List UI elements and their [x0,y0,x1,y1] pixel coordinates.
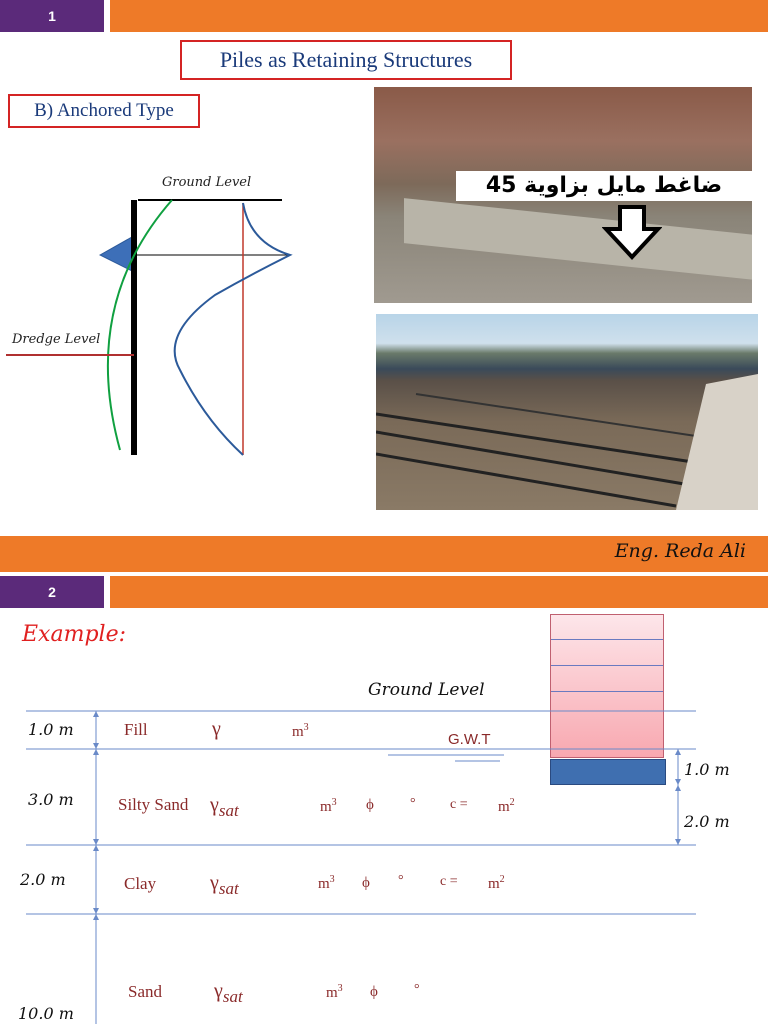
slide-number: 1 [0,0,104,32]
slide-subtitle: B) Anchored Type [8,94,200,128]
site-rebar-lines [376,314,758,510]
layer-depth: 10.0 m [18,1004,74,1023]
layer-cohesion-unit: $m^2$ [498,797,515,815]
layer-unit: $m^3$ [292,722,309,740]
layer-gamma: $\gamma_{sat}$ [210,872,239,898]
layer-unit: $m^3$ [318,874,335,892]
layer-gamma: $\gamma_{sat}$ [210,794,239,820]
layer-name: Clay [124,874,157,893]
layer-phi: ϕ [366,797,374,813]
building-depth-1: 1.0 m [684,760,730,779]
header-bar [110,576,768,608]
layer-degree: ° [410,796,416,811]
slide-number: 2 [0,576,104,608]
layer-unit: $m^3$ [320,797,337,815]
soil-profile [0,700,768,1024]
construction-photo-strut [374,87,752,303]
photo-caption: ضاغط مايل بزاوية 45 [456,171,752,201]
ground-level-label: Ground Level [162,175,252,190]
footer-author: Eng. Reda Ali [614,540,746,562]
layer-gamma: $\gamma_{sat}$ [214,980,243,1006]
strut-beam [404,198,752,281]
layer-name: Fill [124,720,148,739]
construction-photo-site [376,314,758,510]
layer-depth: 3.0 m [28,790,74,809]
moment-curve [175,203,290,455]
layer-cohesion: c = [440,874,458,889]
slide-title: Piles as Retaining Structures [180,40,512,80]
gwt-label: G.W.T [448,731,491,748]
anchored-pile-diagram [0,165,330,465]
layer-phi: ϕ [362,875,370,891]
layer-cohesion-unit: $m^2$ [488,874,505,892]
layer-name: Sand [128,982,162,1001]
layer-degree: ° [398,873,404,888]
header-bar [110,0,768,32]
building-depth-2: 2.0 m [684,812,730,831]
layer-depth: 2.0 m [20,870,66,889]
layer-unit: $m^3$ [326,983,343,1001]
layer-gamma: γ [212,718,221,740]
dredge-level-label: Dredge Level [12,332,101,347]
layer-depth: 1.0 m [28,720,74,739]
deflection-curve [108,200,172,450]
down-arrow-icon [602,205,662,261]
anchor-icon [100,237,132,271]
layer-name: Silty Sand [118,795,189,814]
layer-cohesion: c = [450,797,468,812]
layer-degree: ° [414,982,420,997]
example-heading: Example: [22,622,126,647]
layer-phi: ϕ [370,984,378,1000]
ground-level-label: Ground Level [368,680,485,700]
